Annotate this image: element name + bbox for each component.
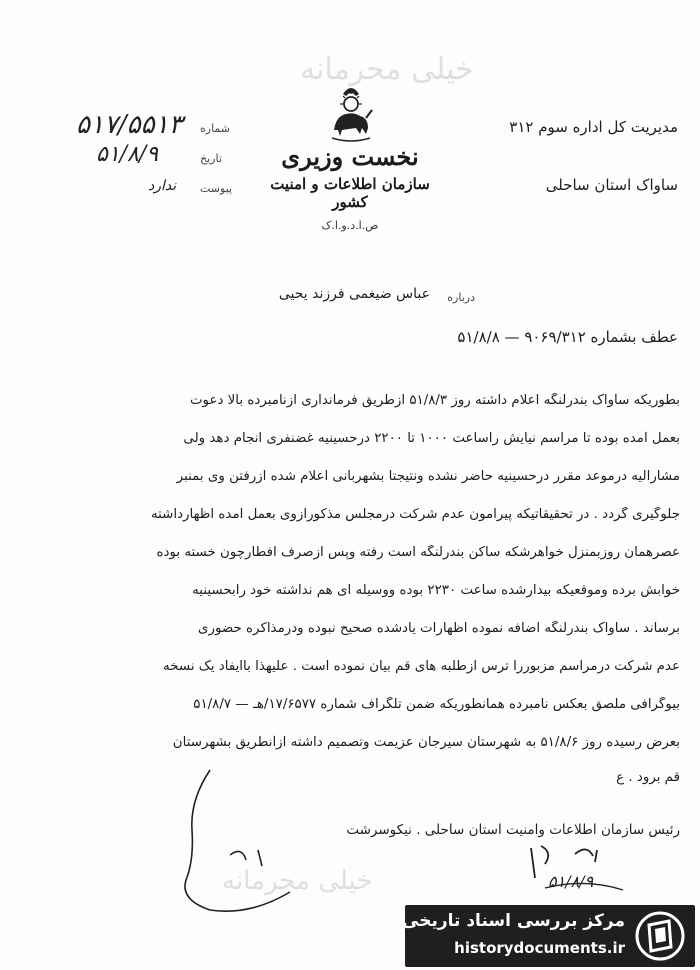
number-label: شماره xyxy=(200,122,231,135)
body-line: قم برود . ع xyxy=(616,770,680,785)
recipient-line-1: مدیریت کل اداره سوم ۳۱۲ xyxy=(509,118,678,136)
attachment-label: پیوست xyxy=(200,182,233,195)
bottom-confidential-stamp: خیلی محرمانه xyxy=(222,866,373,896)
body-line: بیوگرافی ملصق بعکس نامبرده همانطوریکه ضمن تلگراف شماره ۱۷/۶۵۷۷/هـ — ۵۱/۸/۷ xyxy=(193,697,680,712)
body-line: جلوگیری گردد . در تحقیقاتیکه پیرامون عدم شرکت درمجلس مذکورازوی بعمل آمده اظهارداشته xyxy=(150,507,680,522)
signature-line: رئیس سازمان اطلاعات وامنیت استان ساحلی . نیکوسرشت xyxy=(346,822,680,838)
body-line: عدم شرکت درمراسم مزبوررا ترس ازطلبه های قم بیان نموده است . علیهذا باایفاد یک نسخه xyxy=(163,659,680,674)
organization-name: سازمان اطلاعات و امنیت کشور xyxy=(270,175,430,211)
date-label: تاریخ xyxy=(200,152,222,165)
subject-label: درباره xyxy=(447,291,475,304)
attachment-value: ندارد xyxy=(148,178,177,194)
top-confidential-stamp: خیلی محرمانه xyxy=(300,52,474,87)
organization-code: ص.ا.د.و.ا.ک xyxy=(321,219,379,232)
reference-line: عطف بشماره ۹۰۶۹/۳۱۲ — ۵۱/۸/۸ xyxy=(457,328,678,346)
date-value: ۵۱/۸/۹ xyxy=(96,142,159,167)
signature-date: ۵۱/۸/۹ xyxy=(548,872,594,891)
archive-name: مرکز بررسی اسناد تاریخی xyxy=(402,911,625,931)
body-line: بعرض رسیده روز ۵۱/۸/۶ به شهرستان سیرجان عزیمت وتصمیم داشته ازآنطریق بشهرستان xyxy=(172,735,680,750)
handwritten-signature-icon xyxy=(150,760,320,920)
body-line: بطوریکه ساواک بندرلنگه اعلام داشته روز ۵۱/۸/۳ ازطریق فرمانداری ازنامبرده بالا دعوت xyxy=(189,393,680,408)
body-line: خوابش برده وموقعیکه بیدارشده ساعت ۲۲۳۰ بوده ووسیله ای هم نداشته خود رابحسینیه xyxy=(192,583,680,598)
ministry-title: نخست وزیری xyxy=(281,142,419,171)
subject-value: عباس ضیغمی فرزند یحیی xyxy=(278,286,430,302)
archive-logo-icon xyxy=(635,911,685,961)
archive-url: historydocuments.ir xyxy=(454,939,625,957)
body-line: مشارالیه درموعد مقرر درحسینیه حاضر نشده ونتیجتاً بشهربانی اعلام شده ازرفتن وی بمنبر xyxy=(176,469,680,484)
body-line: برساند . ساواک بندرلنگه اضافه نموده اظهارات یادشده صحیح نبوده ودرمذاکره حضوری xyxy=(198,621,680,636)
number-value: ۵۱۷/۵۵۱۳ xyxy=(76,110,183,140)
archive-watermark xyxy=(402,905,695,967)
recipient-line-2: ساواک استان ساحلی xyxy=(545,176,678,194)
body-line: عصرهمان روزبمنزل خواهرشکه ساکن بندرلنگه است رفته وپس ازصرف افطارچون خسته بوده xyxy=(156,545,680,560)
body-line: بعمل آمده بوده تا مراسم نیایش راساعت ۱۰۰۰ تا ۲۲۰۰ درحسینیه غضنفری انجام دهد ولی xyxy=(183,431,680,446)
